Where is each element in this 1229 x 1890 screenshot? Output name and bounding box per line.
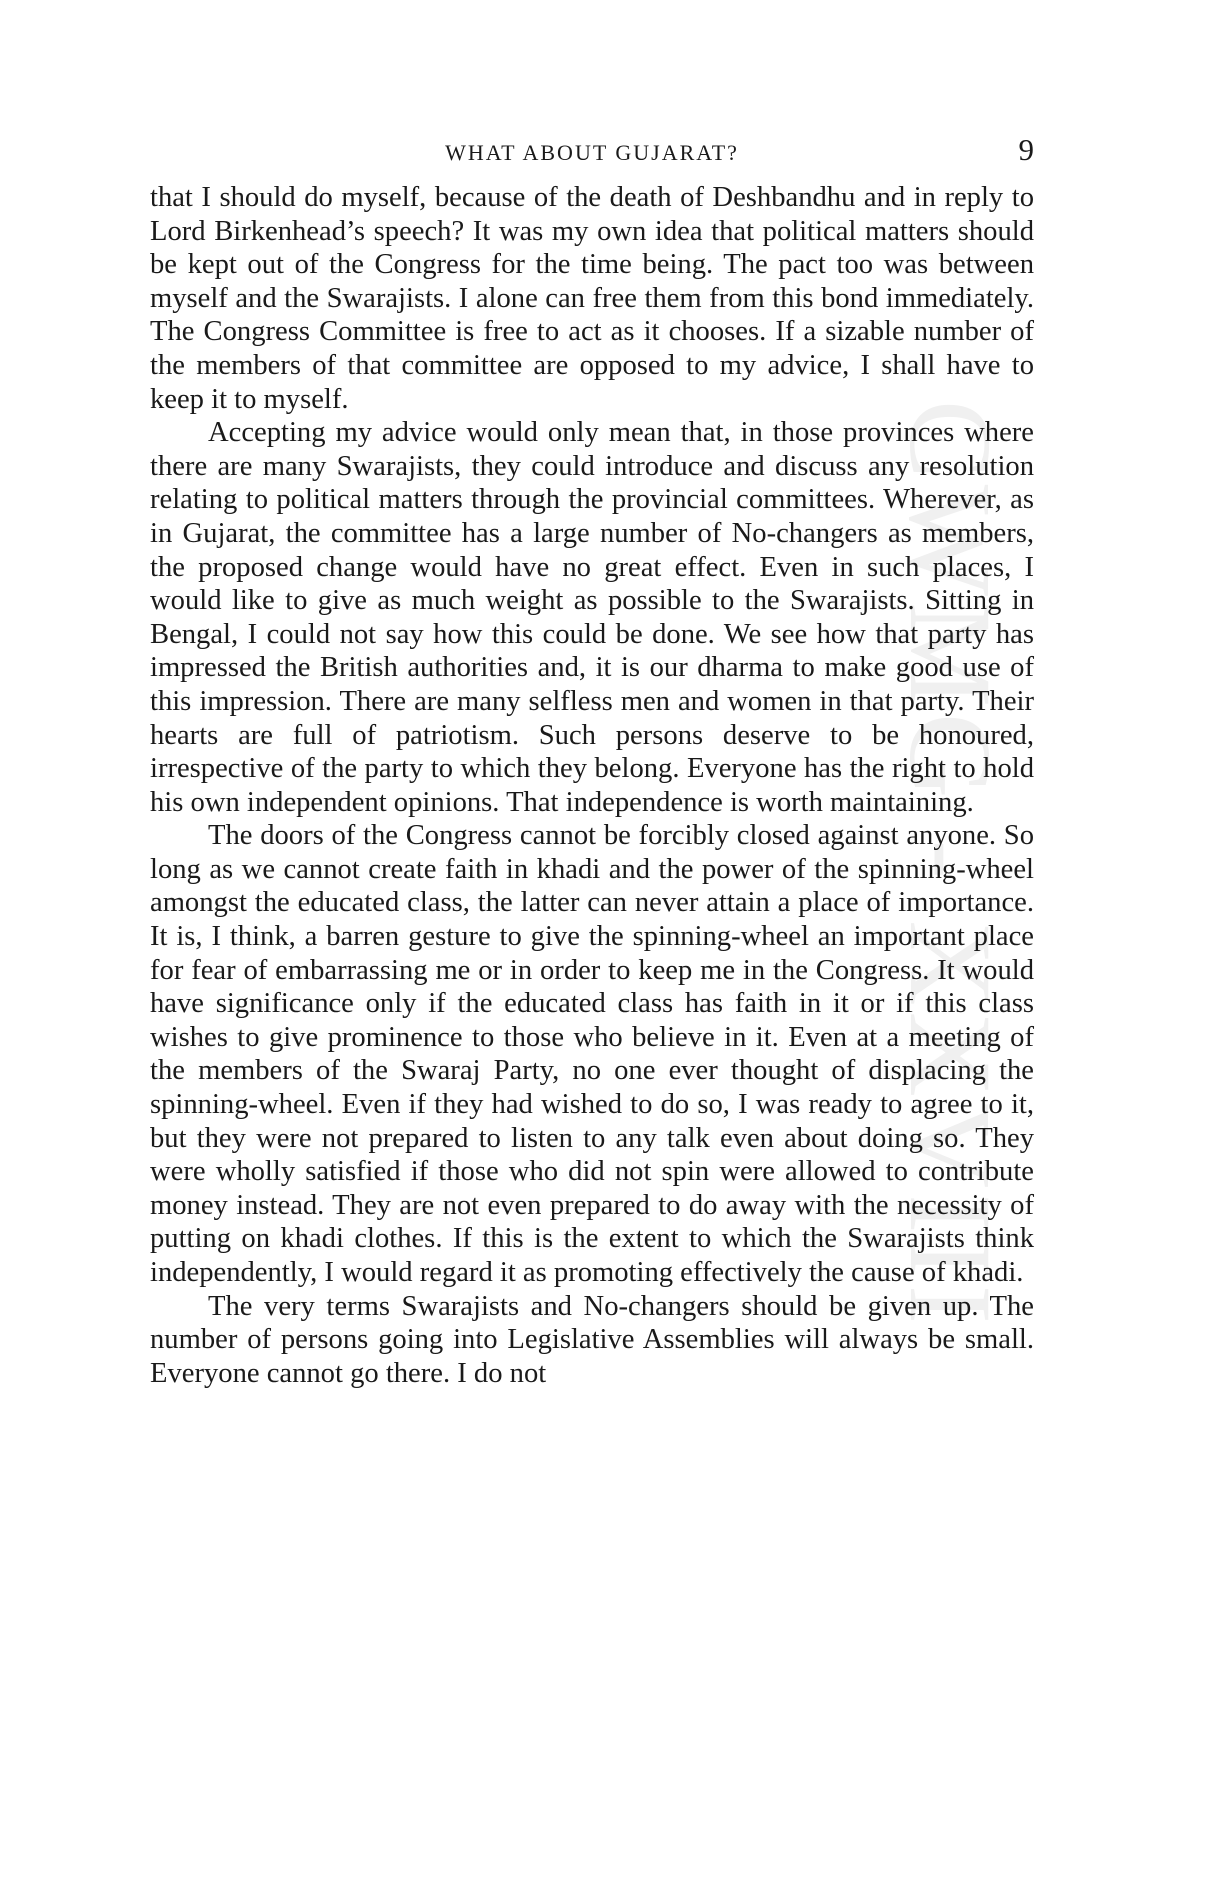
- paragraph: Accepting my advice would only mean that, in those provinces where there are many Swarajists, they could introduce and discuss any resolution relating to political matters through the provincial committees. Wherever, as in Gujarat, the committee has a large number of No-changers as members, the proposed change would have no great effect. Even in such places, I would like to give as much weight as possible to the Swarajists. Sitting in Bengal, I could not say how this could be done. We see how that party has impressed the British authorities and, it is our dharma to make good use of this impression. There are many selfless men and women in that party. Their hearts are full of patriotism. Such persons deserve to be honoured, irrespective of the party to which they belong. Everyone has the right to hold his own independent opinions. That independence is worth maintaining.: [150, 417, 1034, 818]
- watermark: CWMG - XXVIII: [885, 400, 1016, 1331]
- running-title: WHAT ABOUT GUJARAT?: [445, 140, 739, 165]
- running-head: [150, 132, 1034, 172]
- body-text: [150, 181, 1034, 1390]
- page-number: 9: [1018, 132, 1034, 167]
- paragraph-continuation: that I should do myself, because of the death of Deshbandhu and in reply to Lord Birkenhead’s speech? It was my own idea that political matters should be kept out of the Congress for the time being. The pact too was between myself and the Swarajists. I alone can free them from this bond immediately. The Congress Committee is free to act as it chooses. If a sizable number of the members of that committee are opposed to my advice, I shall have to keep it to myself.: [150, 182, 1034, 415]
- paragraph: The very terms Swarajists and No-changers should be given up. The number of persons going into Legislative Assemblies will always be small. Everyone cannot go there. I do not: [150, 1290, 1034, 1389]
- paragraph: The doors of the Congress cannot be forcibly closed against anyone. So long as we cannot create faith in khadi and the power of the spinning-wheel amongst the educated class, the latter can never attain a place of importance. It is, I think, a barren gesture to give the spinning-wheel an important place for fear of embarrassing me or in order to keep me in the Congress. It would have significance only if the educated class has faith in it or if this class wishes to give prominence to those who believe in it. Even at a meeting of the members of the Swaraj Party, no one ever thought of displacing the spinning-wheel. Even if they had wished to do so, I was ready to agree to it, but they were not prepared to listen to any talk even about doing so. They were wholly satisfied if those who did not spin were allowed to contribute money instead. They are not even prepared to do away with the necessity of putting on khadi clothes. If this is the extent to which the Swarajists think independently, I would regard it as promoting effectively the cause of khadi.: [150, 820, 1034, 1288]
